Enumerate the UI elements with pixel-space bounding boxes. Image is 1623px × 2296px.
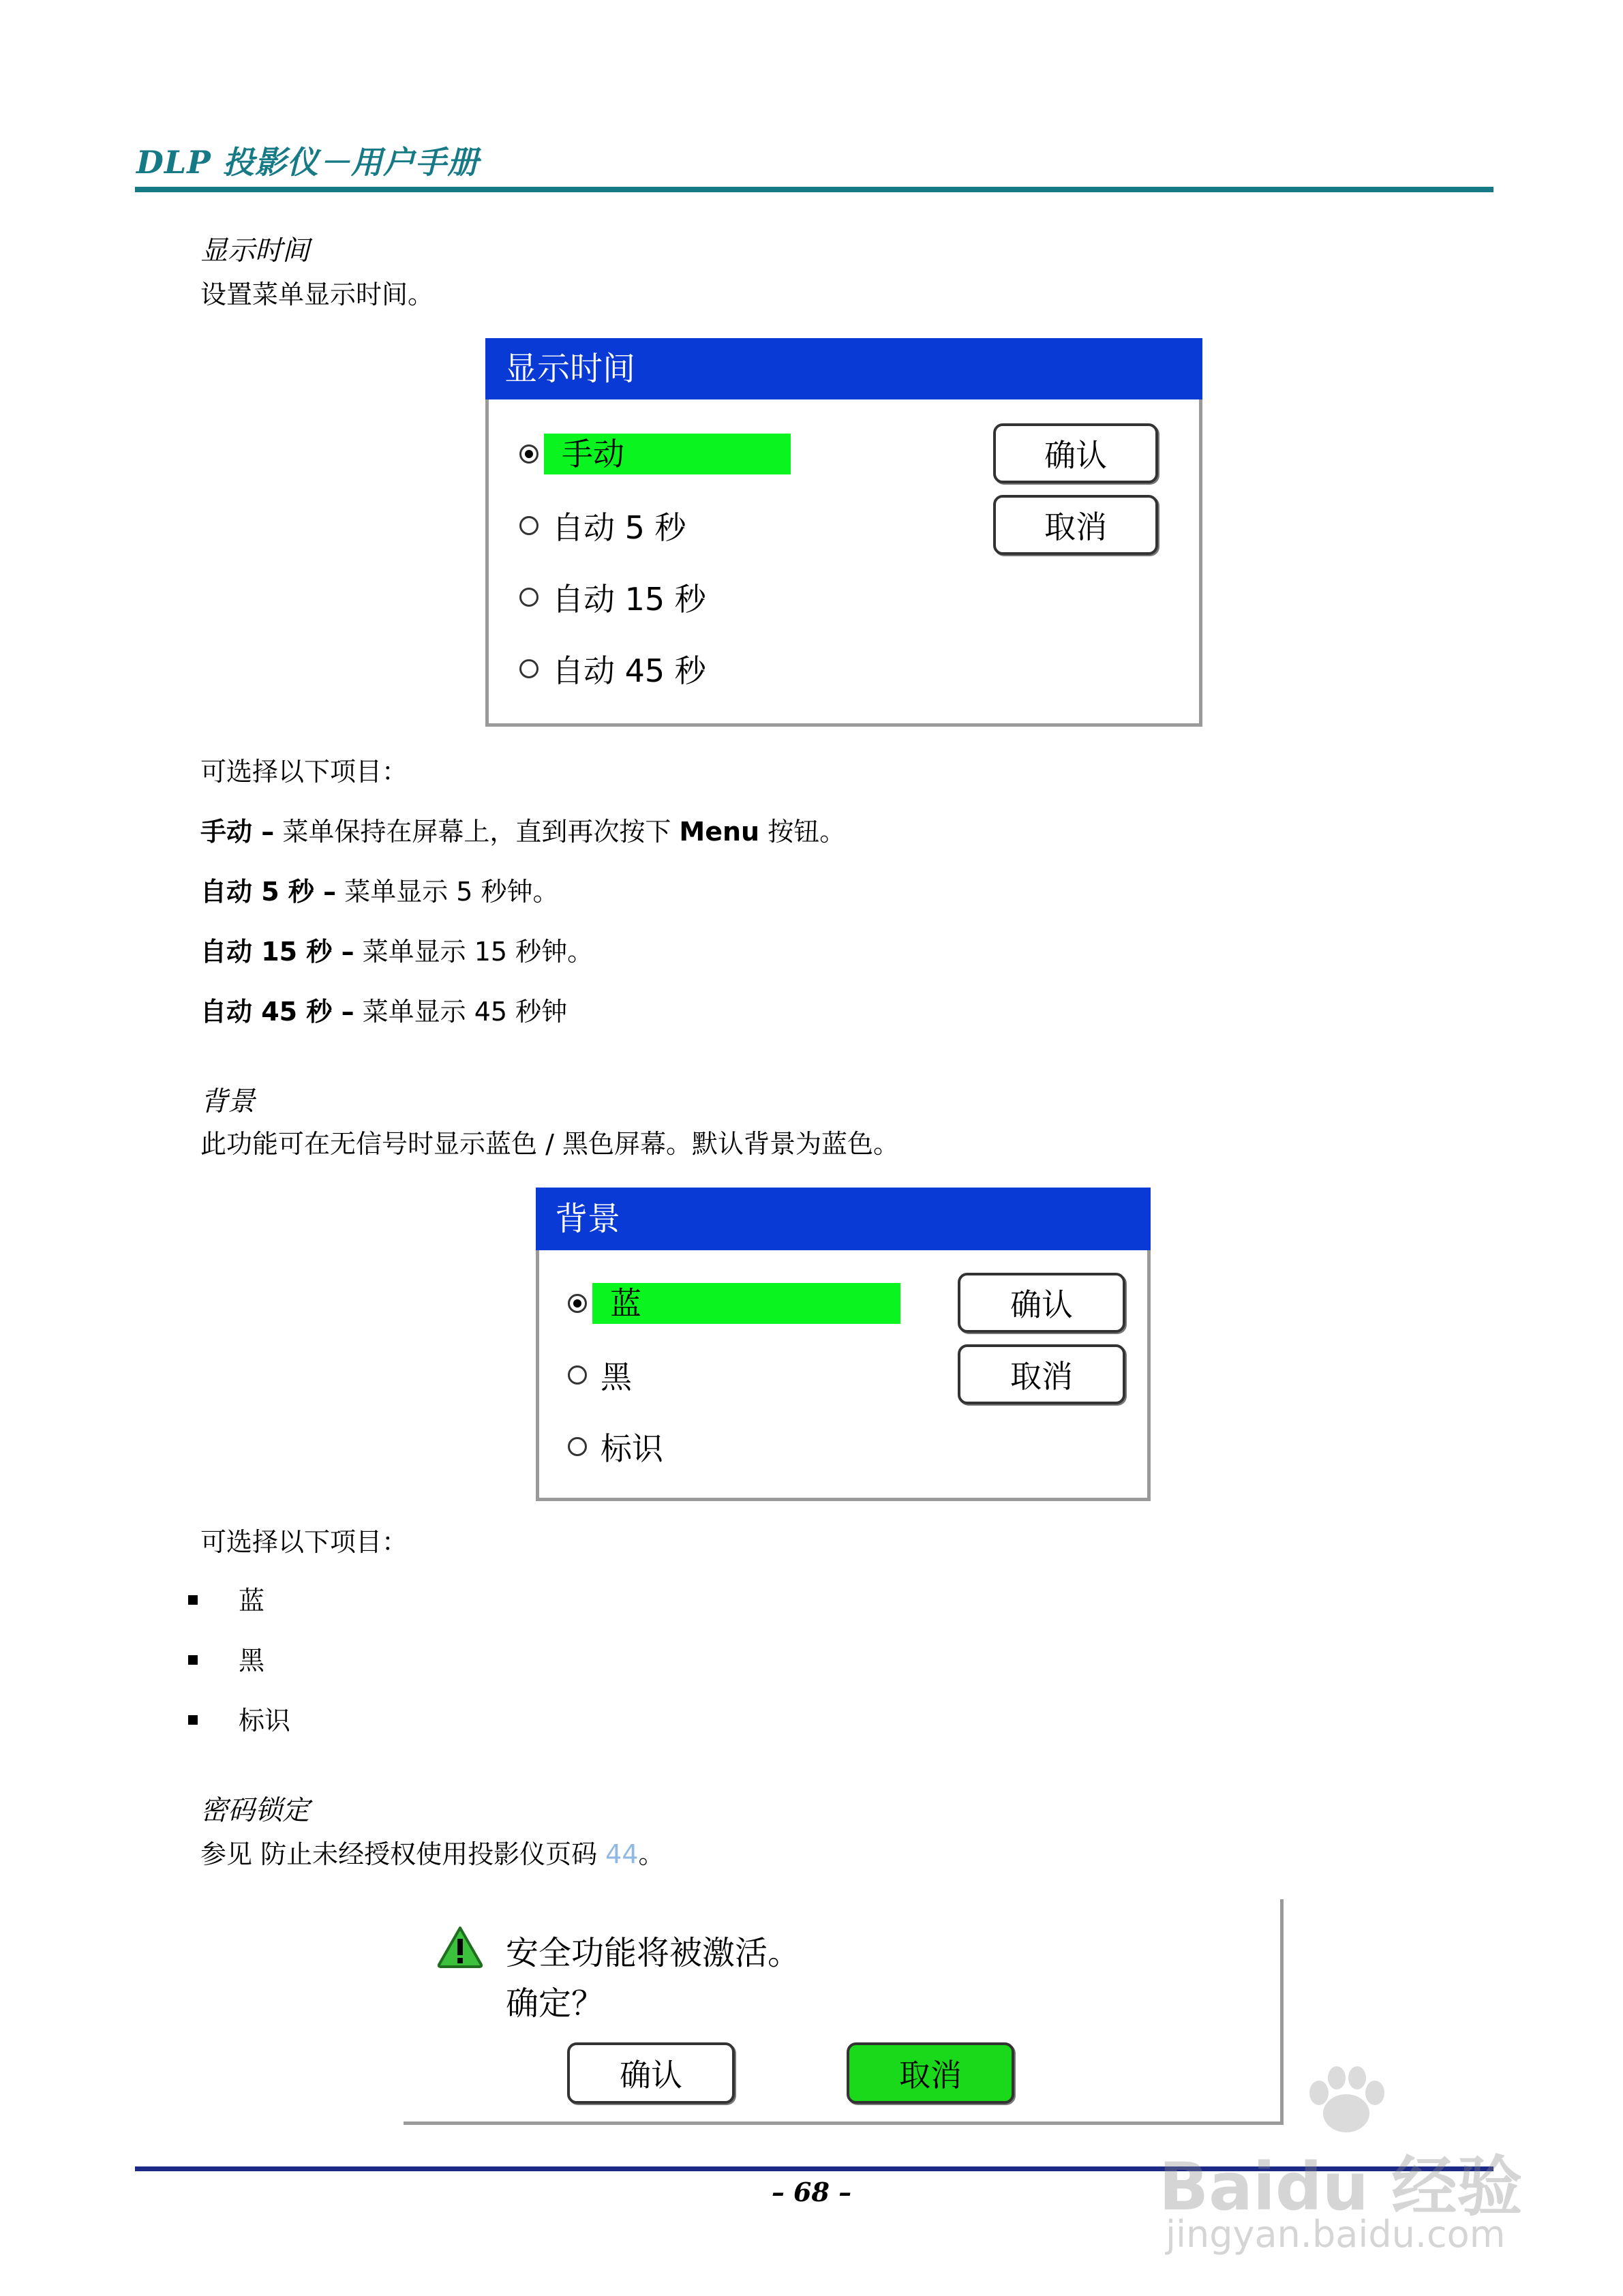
option-label: 蓝 [592,1283,900,1324]
dialog-title: 背景 [536,1188,1151,1250]
dialog-message: 安全功能将被激活。 [506,1934,801,1972]
section-description: 此功能可在无信号时显示蓝色 / 黑色屏幕。默认背景为蓝色。 [200,1129,899,1159]
option-desc-manual [200,817,845,847]
desc: 菜单显示 15 秒钟。 [354,937,594,967]
term: 手动 – [200,817,275,847]
dialog-border-bottom [404,2121,1284,2125]
option-label: 手动 [544,434,791,474]
radio-button[interactable] [519,659,539,678]
security-confirm-dialog [404,1899,1287,2124]
section-heading-password-lock: 密码锁定 [200,1795,309,1826]
radio-button[interactable] [519,588,539,607]
baidu-watermark [1159,2059,1541,2263]
confirm-button[interactable]: 确认 [567,2042,735,2104]
option-label: 标识 [601,1430,663,1467]
option-auto-45[interactable] [519,648,706,689]
option-desc-auto-15 [200,937,593,967]
dialog-title: 显示时间 [485,338,1202,399]
options-intro: 可选择以下项目： [200,1527,408,1557]
term: 自动 45 秒 – [200,997,354,1027]
confirm-button[interactable]: 确认 [958,1273,1125,1333]
page-number: – 68 – [771,2177,852,2207]
page-link[interactable]: 44 [605,1839,639,1869]
desc-bold: Menu [679,817,760,847]
radio-button[interactable] [519,516,539,535]
background-dialog [536,1188,1151,1501]
options-intro: 可选择以下项目： [200,757,408,787]
desc: 菜单保持在屏幕上，直到再次按下 [274,817,680,847]
desc-text: 参见 防止未经授权使用投影仪页码 [200,1839,606,1869]
paw-icon [1299,2064,1394,2139]
option-black[interactable] [568,1355,632,1395]
desc: 按钮。 [759,817,846,847]
radio-button[interactable] [568,1294,587,1313]
display-time-dialog [485,338,1202,727]
bullet-marker [188,1655,198,1665]
watermark-brand: Baidu 经验 [1159,2149,1523,2225]
confirm-button[interactable]: 确认 [993,423,1158,483]
document-header-title: DLP 投影仪－用户手册 [136,144,479,181]
radio-button[interactable] [568,1437,587,1456]
term: 自动 15 秒 – [200,937,354,967]
bullet-item: 黑 [239,1646,265,1676]
option-label: 自动 15 秒 [552,581,706,618]
radio-button[interactable] [568,1365,587,1385]
option-manual[interactable] [519,434,791,474]
desc: 菜单显示 5 秒钟。 [336,877,559,907]
dialog-question: 确定？ [506,1984,605,2023]
section-heading-display-time: 显示时间 [200,235,309,267]
warning-icon [436,1925,484,1969]
option-label: 自动 5 秒 [552,509,686,546]
term: 自动 5 秒 – [200,877,337,907]
section-heading-background: 背景 [200,1086,255,1117]
option-logo[interactable] [568,1426,663,1467]
option-auto-5[interactable] [519,505,686,546]
bullet-marker [188,1715,198,1725]
desc: 菜单显示 45 秒钟 [354,997,568,1027]
cancel-button[interactable]: 取消 [993,495,1158,555]
option-desc-auto-5 [200,877,559,907]
cancel-button[interactable]: 取消 [847,2042,1014,2104]
cancel-button[interactable]: 取消 [958,1344,1125,1404]
header-divider [135,187,1493,192]
option-label: 黑 [601,1359,632,1395]
option-auto-15[interactable] [519,577,706,618]
bullet-item: 蓝 [239,1586,265,1616]
desc-text: 。 [638,1839,665,1869]
radio-button[interactable] [519,444,539,464]
bullet-item: 标识 [239,1706,291,1736]
bullet-marker [188,1595,198,1605]
option-blue[interactable] [568,1283,900,1324]
section-description: 设置菜单显示时间。 [200,280,434,309]
option-desc-auto-45 [200,997,567,1027]
section-description [200,1839,665,1869]
watermark-url: jingyan.baidu.com [1166,2213,1506,2256]
option-label: 自动 45 秒 [552,652,706,689]
